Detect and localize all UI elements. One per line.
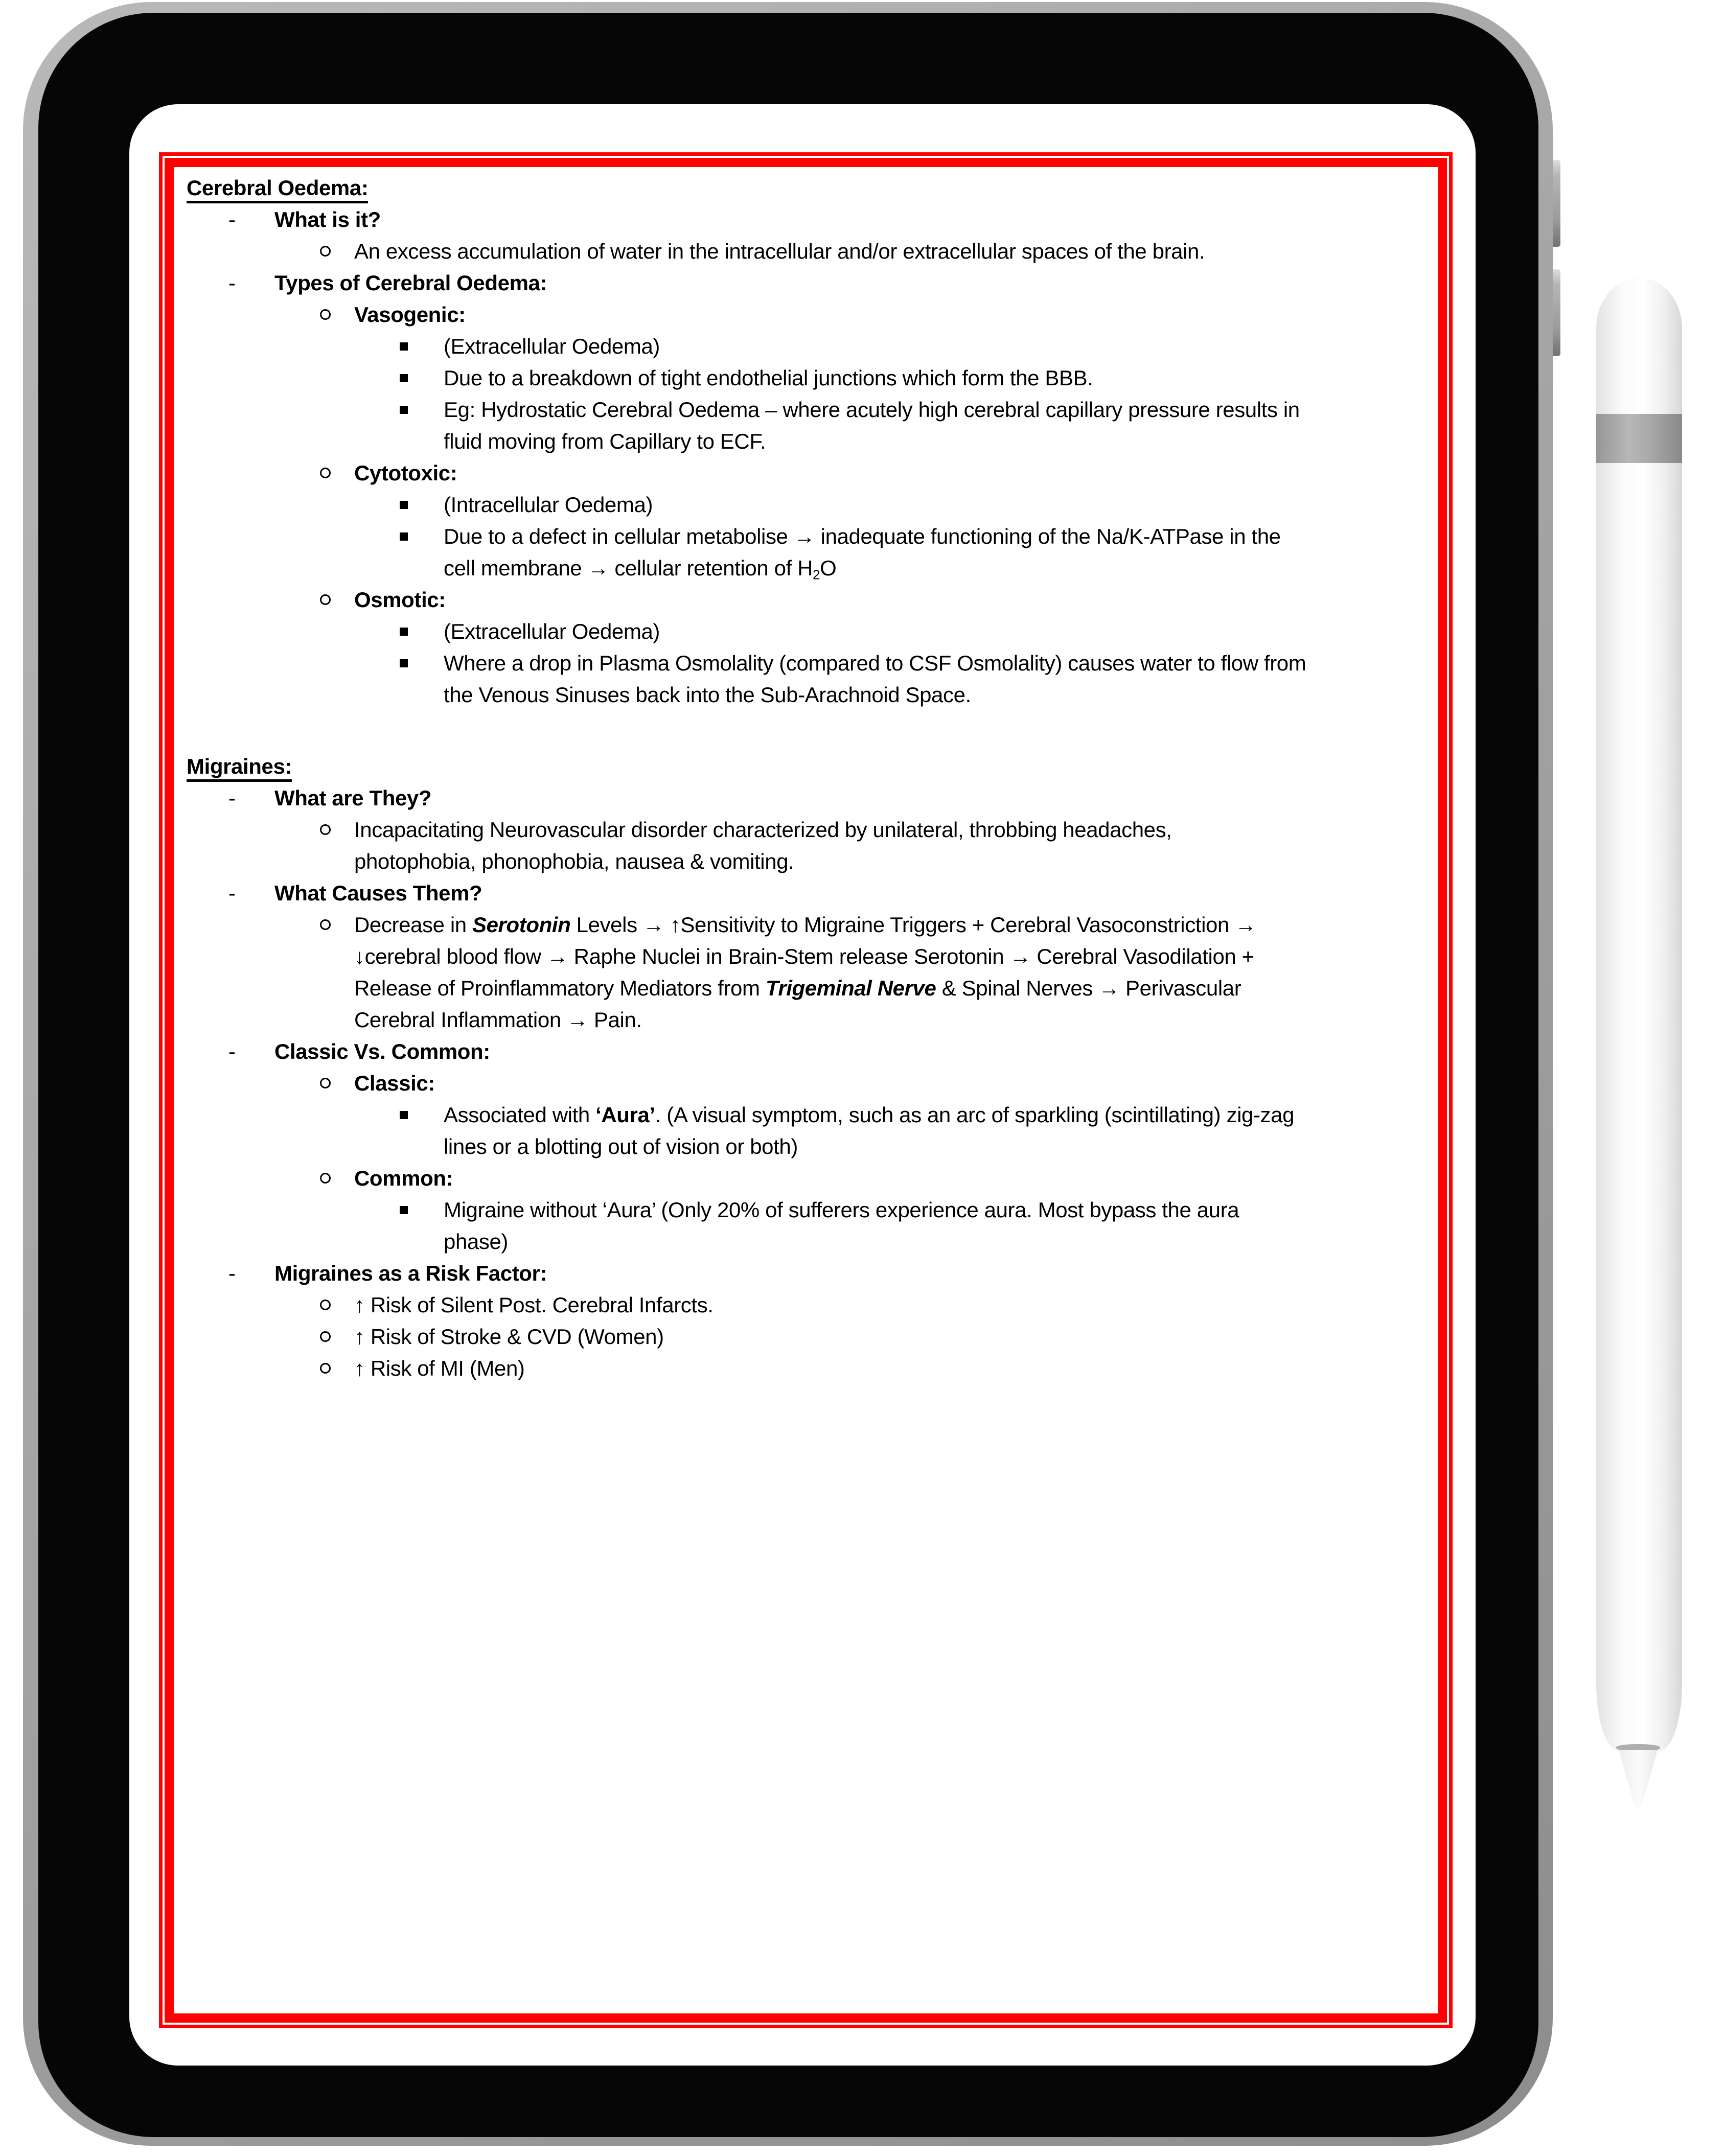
apple-pencil-ring bbox=[1616, 1744, 1660, 1751]
note-line bbox=[174, 394, 1438, 426]
note-line bbox=[174, 1289, 1438, 1321]
square-bullet bbox=[400, 342, 408, 351]
note-line bbox=[174, 457, 1438, 489]
note-line bbox=[174, 362, 1438, 394]
note-text: Migraine without ‘Aura’ (Only 20% of sufferers experience aura. Most bypass the aura bbox=[444, 1198, 1239, 1222]
note-line bbox=[174, 331, 1438, 362]
note-line bbox=[174, 877, 1438, 909]
note-text: Eg: Hydrostatic Cerebral Oedema – where acutely high cerebral capillary pressure results in bbox=[444, 398, 1300, 422]
note-text: Incapacitating Neurovascular disorder characterized by unilateral, throbbing headaches, bbox=[354, 818, 1172, 842]
note-line bbox=[174, 751, 1438, 782]
note-line bbox=[174, 1036, 1438, 1068]
note-text: ↑ Risk of MI (Men) bbox=[354, 1356, 525, 1380]
page-border-inner bbox=[165, 158, 1447, 2023]
apple-pencil-tip bbox=[1619, 1750, 1658, 1811]
dash-bullet: - bbox=[228, 1039, 236, 1063]
note-text: cell membrane → cellular retention of H2O bbox=[444, 556, 837, 583]
dash-bullet: - bbox=[228, 271, 236, 295]
note-text: Cerebral Inflammation → Pain. bbox=[354, 1008, 642, 1032]
dash-bullet: - bbox=[228, 786, 236, 810]
square-bullet bbox=[400, 532, 408, 541]
note-line bbox=[174, 846, 1438, 877]
document-content bbox=[174, 167, 1438, 2013]
note-text: Where a drop in Plasma Osmolality (compared to CSF Osmolality) causes water to flow from bbox=[444, 651, 1306, 675]
note-line bbox=[174, 267, 1438, 299]
note-text: Classic: bbox=[354, 1071, 435, 1095]
circle-bullet bbox=[320, 1173, 331, 1184]
apple-pencil-band bbox=[1596, 414, 1682, 463]
note-line bbox=[174, 909, 1438, 941]
circle-bullet bbox=[320, 594, 331, 605]
note-text: Due to a defect in cellular metabolise → inadequate functioning of the Na/K-ATPase in the bbox=[444, 524, 1281, 548]
note-text: Cytotoxic: bbox=[354, 461, 457, 485]
note-text: Associated with ‘Aura’. (A visual symptom, such as an arc of sparkling (scintillating) zig-zag bbox=[444, 1103, 1295, 1127]
note-line bbox=[174, 1226, 1438, 1258]
note-line bbox=[174, 426, 1438, 457]
note-text: fluid moving from Capillary to ECF. bbox=[444, 429, 766, 453]
note-text: Common: bbox=[354, 1166, 453, 1190]
section-gap bbox=[174, 711, 1438, 751]
note-line bbox=[174, 489, 1438, 521]
note-text: (Extracellular Oedema) bbox=[444, 619, 660, 643]
circle-bullet bbox=[320, 1331, 331, 1342]
dash-bullet: - bbox=[228, 881, 236, 905]
note-text: lines or a blotting out of vision or both) bbox=[444, 1134, 798, 1158]
note-text: ↓cerebral blood flow → Raphe Nuclei in Brain-Stem release Serotonin → Cerebral Vasodilation + bbox=[354, 944, 1254, 968]
note-line bbox=[174, 647, 1438, 679]
square-bullet bbox=[400, 374, 408, 382]
circle-bullet bbox=[320, 1078, 331, 1088]
note-text: What is it? bbox=[274, 207, 381, 231]
note-text: What are They? bbox=[274, 786, 432, 810]
note-line bbox=[174, 1163, 1438, 1194]
note-line bbox=[174, 172, 1438, 204]
note-line bbox=[174, 584, 1438, 616]
note-line bbox=[174, 299, 1438, 331]
note-text: ↑ Risk of Stroke & CVD (Women) bbox=[354, 1325, 664, 1349]
dash-bullet: - bbox=[228, 1261, 236, 1285]
note-line bbox=[174, 782, 1438, 814]
note-text: Due to a breakdown of tight endothelial junctions which form the BBB. bbox=[444, 366, 1093, 390]
tablet-bezel bbox=[38, 13, 1538, 2137]
note-line bbox=[174, 679, 1438, 711]
note-line bbox=[174, 1258, 1438, 1289]
note-text: phase) bbox=[444, 1230, 509, 1254]
note-line bbox=[174, 1353, 1438, 1384]
note-line bbox=[174, 972, 1438, 1004]
circle-bullet bbox=[320, 468, 331, 478]
square-bullet bbox=[400, 659, 408, 667]
note-line bbox=[174, 1194, 1438, 1226]
note-text: the Venous Sinuses back into the Sub-Arachnoid Space. bbox=[444, 683, 971, 707]
note-text: (Extracellular Oedema) bbox=[444, 334, 660, 358]
note-text: ↑ Risk of Silent Post. Cerebral Infarcts. bbox=[354, 1293, 714, 1317]
note-line bbox=[174, 1099, 1438, 1131]
square-bullet bbox=[400, 1206, 408, 1214]
note-line bbox=[174, 1131, 1438, 1163]
circle-bullet bbox=[320, 1300, 331, 1310]
note-text: Migraines as a Risk Factor: bbox=[274, 1261, 547, 1285]
apple-pencil-body bbox=[1596, 277, 1682, 1751]
square-bullet bbox=[400, 406, 408, 414]
circle-bullet bbox=[320, 1363, 331, 1374]
note-line bbox=[174, 814, 1438, 846]
square-bullet bbox=[400, 501, 408, 509]
note-text: Vasogenic: bbox=[354, 303, 466, 327]
note-line bbox=[174, 236, 1438, 267]
note-line bbox=[174, 552, 1438, 584]
note-text: An excess accumulation of water in the intracellular and/or extracellular spaces of the brain. bbox=[354, 239, 1205, 263]
circle-bullet bbox=[320, 246, 331, 257]
circle-bullet bbox=[320, 919, 331, 930]
note-line bbox=[174, 1068, 1438, 1099]
note-line bbox=[174, 616, 1438, 647]
note-text: Classic Vs. Common: bbox=[274, 1039, 490, 1063]
note-line bbox=[174, 1004, 1438, 1036]
note-text: Decrease in Serotonin Levels → ↑Sensitivity to Migraine Triggers + Cerebral Vasoconstriction → bbox=[354, 913, 1256, 937]
circle-bullet bbox=[320, 309, 331, 320]
note-line bbox=[174, 1321, 1438, 1353]
dash-bullet: - bbox=[228, 207, 236, 231]
section-title: Migraines: bbox=[187, 751, 292, 782]
circle-bullet bbox=[320, 824, 331, 835]
tablet-device bbox=[23, 2, 1553, 2146]
note-text: What Causes Them? bbox=[274, 881, 482, 905]
note-text: Types of Cerebral Oedema: bbox=[274, 271, 547, 295]
note-text: photophobia, phonophobia, nausea & vomiting. bbox=[354, 849, 794, 873]
note-text: Release of Proinflammatory Mediators from Trigeminal Nerve & Spinal Nerves → Perivascular bbox=[354, 976, 1241, 1000]
note-line bbox=[174, 521, 1438, 552]
note-text: (Intracellular Oedema) bbox=[444, 493, 653, 517]
tablet-screen bbox=[129, 104, 1476, 2066]
square-bullet bbox=[400, 628, 408, 636]
page-border-outer bbox=[159, 152, 1453, 2028]
section-title: Cerebral Oedema: bbox=[187, 172, 368, 204]
note-text: Osmotic: bbox=[354, 588, 446, 612]
square-bullet bbox=[400, 1111, 408, 1119]
note-line bbox=[174, 941, 1438, 972]
note-line bbox=[174, 204, 1438, 236]
